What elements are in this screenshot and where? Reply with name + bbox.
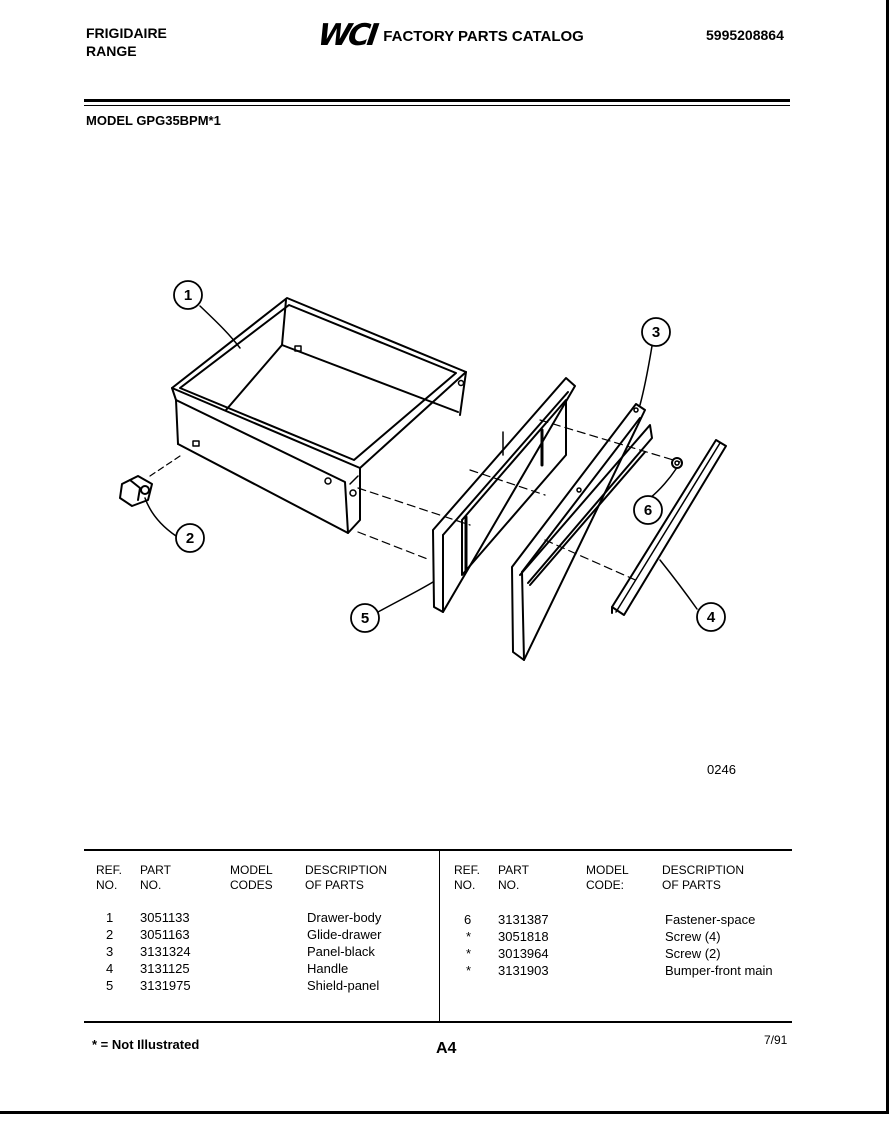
header-desc-left: DESCRIPTION OF PARTS — [305, 863, 388, 892]
catalog-title: FACTORY PARTS CATALOG — [383, 27, 584, 45]
revision-date: 7/91 — [764, 1033, 788, 1047]
parts-table — [84, 849, 792, 1023]
table-row-part: 3131975 — [140, 978, 191, 993]
drawing-code: 0246 — [707, 762, 736, 777]
table-row-part: 3131125 — [140, 961, 190, 976]
header-ref-right: REF. NO. — [454, 863, 481, 892]
glide-drawer-drawing — [120, 456, 180, 506]
table-row-part: 3051163 — [140, 927, 190, 942]
table-row-ref: 3 — [106, 944, 114, 959]
table-row-part: 3051818 — [498, 929, 549, 944]
table-row-ref: 6 — [464, 912, 472, 927]
page-number: A4 — [436, 1040, 457, 1057]
table-row-desc: Shield-panel — [307, 978, 380, 993]
drawer-body-drawing — [172, 298, 466, 533]
table-row-desc: Screw (4) — [665, 929, 721, 944]
table-row-ref: 4 — [106, 961, 114, 976]
footnote: * = Not Illustrated — [92, 1037, 200, 1052]
model-line: MODEL GPG35BPM*1 — [86, 113, 221, 128]
wci-logo: WCI — [315, 18, 378, 53]
page-border-right — [886, 0, 889, 1114]
callout-label-2: 2 — [185, 530, 195, 547]
header-rule — [84, 99, 790, 102]
catalog-number: 5995208864 — [706, 27, 784, 43]
callout-label-1: 1 — [183, 287, 193, 304]
table-row-ref: 1 — [106, 910, 114, 925]
page-border-bottom — [0, 1111, 889, 1114]
table-row-ref: * — [466, 929, 472, 944]
header-rule-thin — [84, 105, 790, 106]
brand-name: FRIGIDAIRE — [86, 25, 167, 41]
table-row-desc: Panel-black — [307, 944, 375, 959]
table-row-desc: Glide-drawer — [307, 927, 382, 942]
header-part-left: PART NO. — [140, 863, 171, 892]
table-row-desc: Handle — [307, 961, 349, 976]
fastener-drawing — [672, 458, 682, 468]
table-row-part: 3051133 — [140, 910, 190, 925]
table-row-desc: Fastener-space — [665, 912, 756, 927]
table-row-ref: 5 — [106, 978, 114, 993]
exploded-parts-diagram — [100, 260, 780, 680]
callout-label-5: 5 — [360, 610, 370, 627]
callout-label-3: 3 — [651, 324, 661, 341]
header-codes-right: MODEL CODE: — [586, 863, 629, 892]
table-row-part: 3131387 — [498, 912, 549, 927]
catalog-title-block — [315, 18, 584, 53]
product-name: RANGE — [86, 43, 137, 59]
callout-label-4: 4 — [706, 609, 716, 626]
callout-label-6: 6 — [643, 502, 653, 519]
table-row-desc: Bumper-front main — [665, 963, 773, 978]
table-row-ref: * — [466, 963, 472, 978]
brand-block — [86, 24, 167, 60]
header-ref-left: REF. NO. — [96, 863, 123, 892]
header-desc-right: DESCRIPTION OF PARTS — [662, 863, 745, 892]
table-row-desc: Screw (2) — [665, 946, 721, 961]
table-row-ref: 2 — [106, 927, 114, 942]
table-row-part: 3131324 — [140, 944, 191, 959]
table-divider — [439, 851, 440, 1021]
table-row-part: 3131903 — [498, 963, 549, 978]
table-row-part: 3013964 — [498, 946, 549, 961]
table-row-desc: Drawer-body — [307, 910, 382, 925]
header-part-right: PART NO. — [498, 863, 529, 892]
table-row-ref: * — [466, 946, 472, 961]
header-codes-left: MODEL CODES — [230, 863, 273, 892]
